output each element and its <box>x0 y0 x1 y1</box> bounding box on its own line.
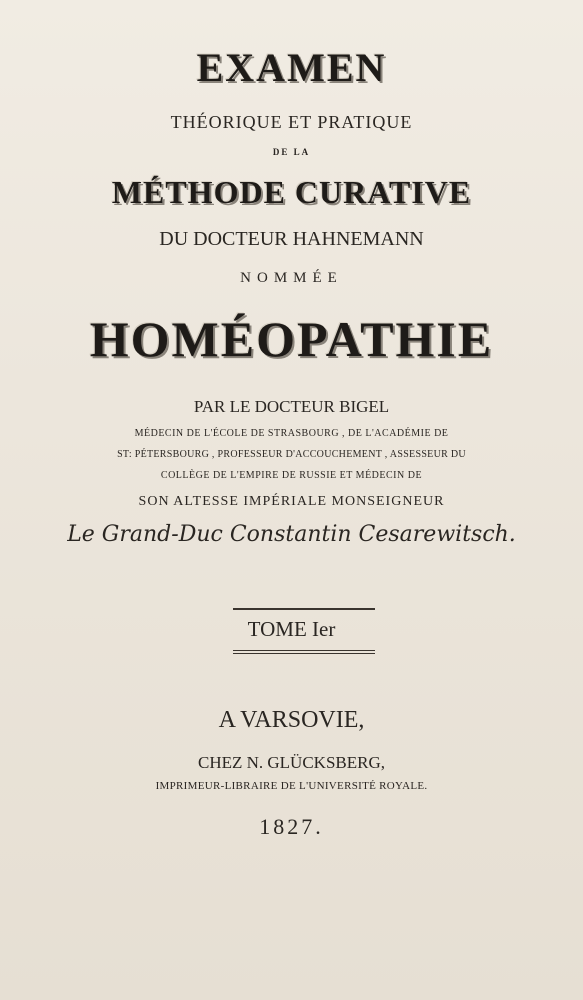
title-methode-curative: MÉTHODE CURATIVE <box>111 174 472 210</box>
subtitle-de-la: DE LA <box>272 147 311 157</box>
imprint-publisher: CHEZ N. GLÜCKSBERG, <box>197 753 385 772</box>
imprint-city: A VARSOVIE, <box>218 707 365 733</box>
author-credential-4: SON ALTESSE IMPÉRIALE MONSEIGNEUR <box>138 494 445 509</box>
title-examen: EXAMEN <box>196 45 387 90</box>
author-name: PAR LE DOCTEUR BIGEL <box>193 397 390 416</box>
volume-label: TOME Ier <box>247 617 336 641</box>
imprint-year: 1827. <box>259 814 324 839</box>
author-credential-1: MÉDECIN DE L'ÉCOLE DE STRASBOURG , DE L'ACADÉMIE DE <box>134 428 449 439</box>
imprint-role: IMPRIMEUR-LIBRAIRE DE L'UNIVERSITÉ ROYALE. <box>155 780 428 792</box>
title-homeopathie: HOMÉOPATHIE <box>89 311 494 367</box>
volume-rule-bottom <box>233 650 375 654</box>
volume-rule-top <box>233 608 375 610</box>
author-credential-3: COLLÈGE DE L'EMPIRE DE RUSSIE ET MÉDECIN DE <box>160 470 423 481</box>
author-patron-script: Le Grand-Duc Constantin Cesarewitsch. <box>67 522 516 547</box>
author-credential-2: ST: PÉTERSBOURG , PROFESSEUR D'ACCOUCHEMENT , ASSESSEUR DU <box>117 449 466 460</box>
subtitle-theorique: THÉORIQUE ET PRATIQUE <box>170 112 413 132</box>
subtitle-docteur-hahnemann: DU DOCTEUR HAHNEMANN <box>159 228 424 250</box>
subtitle-nommee: NOMMÉE <box>240 270 343 286</box>
